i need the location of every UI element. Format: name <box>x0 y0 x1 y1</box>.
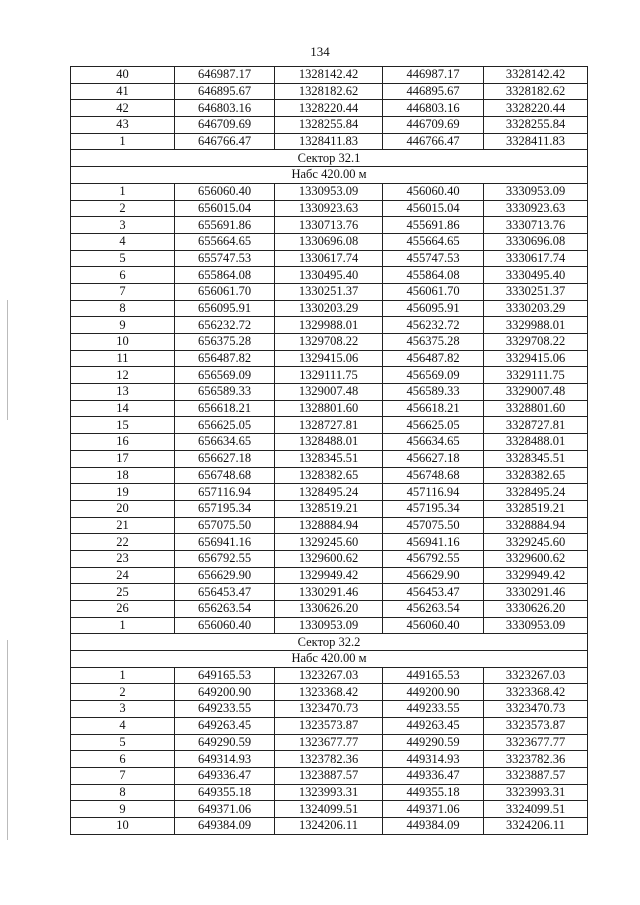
y-coordinate-cell: 1328255.84 <box>275 117 383 134</box>
y-coordinate-cell: 1328220.44 <box>275 100 383 117</box>
point-number-cell: 9 <box>71 317 175 334</box>
scan-edge-line <box>7 300 8 420</box>
x-local-cell: 446803.16 <box>383 100 484 117</box>
table-row <box>71 450 588 467</box>
y-local-cell: 3330696.08 <box>484 233 588 250</box>
point-number-cell: 18 <box>71 467 175 484</box>
x-coordinate-cell: 649384.09 <box>175 817 275 834</box>
x-coordinate-cell: 656263.54 <box>175 601 275 618</box>
y-coordinate-cell: 1328495.24 <box>275 484 383 501</box>
point-number-cell: 6 <box>71 267 175 284</box>
x-coordinate-cell: 656061.70 <box>175 283 275 300</box>
y-coordinate-cell: 1323782.36 <box>275 751 383 768</box>
y-coordinate-cell: 1328801.60 <box>275 400 383 417</box>
table-row <box>71 801 588 818</box>
y-local-cell: 3328519.21 <box>484 500 588 517</box>
x-coordinate-cell: 656634.65 <box>175 434 275 451</box>
y-local-cell: 3328727.81 <box>484 417 588 434</box>
x-local-cell: 449263.45 <box>383 717 484 734</box>
point-number-cell: 6 <box>71 751 175 768</box>
table-row <box>71 367 588 384</box>
y-local-cell: 3323267.03 <box>484 667 588 684</box>
x-coordinate-cell: 656487.82 <box>175 350 275 367</box>
y-local-cell: 3330617.74 <box>484 250 588 267</box>
y-coordinate-cell: 1330291.46 <box>275 584 383 601</box>
y-coordinate-cell: 1328884.94 <box>275 517 383 534</box>
x-coordinate-cell: 656060.40 <box>175 183 275 200</box>
point-number-cell: 1 <box>71 133 175 150</box>
x-local-cell: 446766.47 <box>383 133 484 150</box>
x-coordinate-cell: 657116.94 <box>175 484 275 501</box>
x-local-cell: 449355.18 <box>383 784 484 801</box>
point-number-cell: 5 <box>71 734 175 751</box>
point-number-cell: 3 <box>71 701 175 718</box>
y-coordinate-cell: 1323887.57 <box>275 767 383 784</box>
x-local-cell: 449290.59 <box>383 734 484 751</box>
point-number-cell: 19 <box>71 484 175 501</box>
y-coordinate-cell: 1329600.62 <box>275 550 383 567</box>
y-local-cell: 3329415.06 <box>484 350 588 367</box>
y-local-cell: 3329600.62 <box>484 550 588 567</box>
table-row <box>71 817 588 834</box>
point-number-cell: 12 <box>71 367 175 384</box>
y-local-cell: 3323470.73 <box>484 701 588 718</box>
x-local-cell: 446895.67 <box>383 83 484 100</box>
point-number-cell: 5 <box>71 250 175 267</box>
y-coordinate-cell: 1329949.42 <box>275 567 383 584</box>
y-coordinate-cell: 1324206.11 <box>275 817 383 834</box>
table-row <box>71 617 588 634</box>
x-coordinate-cell: 656941.16 <box>175 534 275 551</box>
x-coordinate-cell: 649233.55 <box>175 701 275 718</box>
y-local-cell: 3324206.11 <box>484 817 588 834</box>
x-coordinate-cell: 656015.04 <box>175 200 275 217</box>
point-number-cell: 10 <box>71 334 175 351</box>
y-local-cell: 3329245.60 <box>484 534 588 551</box>
table-row <box>71 83 588 100</box>
point-number-cell: 2 <box>71 200 175 217</box>
y-local-cell: 3329007.48 <box>484 384 588 401</box>
x-local-cell: 456453.47 <box>383 584 484 601</box>
x-local-cell: 456792.55 <box>383 550 484 567</box>
x-local-cell: 457195.34 <box>383 500 484 517</box>
y-coordinate-cell: 1330953.09 <box>275 617 383 634</box>
point-number-cell: 23 <box>71 550 175 567</box>
point-number-cell: 40 <box>71 67 175 84</box>
point-number-cell: 1 <box>71 667 175 684</box>
x-coordinate-cell: 646766.47 <box>175 133 275 150</box>
table-row <box>71 334 588 351</box>
x-local-cell: 455664.65 <box>383 233 484 250</box>
y-coordinate-cell: 1329111.75 <box>275 367 383 384</box>
scan-edge-line <box>7 640 8 840</box>
y-local-cell: 3324099.51 <box>484 801 588 818</box>
point-number-cell: 10 <box>71 817 175 834</box>
x-coordinate-cell: 656232.72 <box>175 317 275 334</box>
x-coordinate-cell: 655691.86 <box>175 217 275 234</box>
point-number-cell: 1 <box>71 183 175 200</box>
x-coordinate-cell: 656618.21 <box>175 400 275 417</box>
x-coordinate-cell: 656627.18 <box>175 450 275 467</box>
y-local-cell: 3330203.29 <box>484 300 588 317</box>
point-number-cell: 4 <box>71 233 175 250</box>
y-coordinate-cell: 1330713.76 <box>275 217 383 234</box>
x-coordinate-cell: 656625.05 <box>175 417 275 434</box>
y-local-cell: 3329708.22 <box>484 334 588 351</box>
x-local-cell: 449314.93 <box>383 751 484 768</box>
y-coordinate-cell: 1328727.81 <box>275 417 383 434</box>
x-local-cell: 456095.91 <box>383 300 484 317</box>
y-local-cell: 3328488.01 <box>484 434 588 451</box>
table-row <box>71 717 588 734</box>
y-coordinate-cell: 1329988.01 <box>275 317 383 334</box>
y-coordinate-cell: 1330953.09 <box>275 183 383 200</box>
y-local-cell: 3330713.76 <box>484 217 588 234</box>
x-local-cell: 455747.53 <box>383 250 484 267</box>
point-number-cell: 24 <box>71 567 175 584</box>
x-local-cell: 449233.55 <box>383 701 484 718</box>
x-coordinate-cell: 656375.28 <box>175 334 275 351</box>
x-local-cell: 456748.68 <box>383 467 484 484</box>
x-local-cell: 456015.04 <box>383 200 484 217</box>
x-coordinate-cell: 649165.53 <box>175 667 275 684</box>
x-coordinate-cell: 649290.59 <box>175 734 275 751</box>
y-local-cell: 3323993.31 <box>484 784 588 801</box>
point-number-cell: 2 <box>71 684 175 701</box>
y-local-cell: 3330953.09 <box>484 183 588 200</box>
table-row <box>71 100 588 117</box>
point-number-cell: 7 <box>71 767 175 784</box>
point-number-cell: 3 <box>71 217 175 234</box>
table-row <box>71 667 588 684</box>
y-local-cell: 3330251.37 <box>484 283 588 300</box>
coordinates-table-body <box>71 67 588 835</box>
table-row <box>71 67 588 84</box>
x-local-cell: 449384.09 <box>383 817 484 834</box>
y-local-cell: 3328142.42 <box>484 67 588 84</box>
x-coordinate-cell: 649336.47 <box>175 767 275 784</box>
x-local-cell: 456487.82 <box>383 350 484 367</box>
point-number-cell: 21 <box>71 517 175 534</box>
x-local-cell: 456941.16 <box>383 534 484 551</box>
y-coordinate-cell: 1329415.06 <box>275 350 383 367</box>
y-coordinate-cell: 1328182.62 <box>275 83 383 100</box>
x-local-cell: 456263.54 <box>383 601 484 618</box>
x-local-cell: 449371.06 <box>383 801 484 818</box>
section-header-row <box>71 651 588 668</box>
y-coordinate-cell: 1330203.29 <box>275 300 383 317</box>
x-local-cell: 456627.18 <box>383 450 484 467</box>
table-row <box>71 784 588 801</box>
x-coordinate-cell: 646803.16 <box>175 100 275 117</box>
x-local-cell: 456060.40 <box>383 183 484 200</box>
table-row <box>71 350 588 367</box>
x-local-cell: 456589.33 <box>383 384 484 401</box>
table-row <box>71 534 588 551</box>
table-row <box>71 300 588 317</box>
x-coordinate-cell: 655747.53 <box>175 250 275 267</box>
table-row <box>71 283 588 300</box>
x-coordinate-cell: 649314.93 <box>175 751 275 768</box>
y-coordinate-cell: 1330617.74 <box>275 250 383 267</box>
table-row <box>71 233 588 250</box>
y-coordinate-cell: 1329245.60 <box>275 534 383 551</box>
x-local-cell: 456061.70 <box>383 283 484 300</box>
table-row <box>71 317 588 334</box>
x-coordinate-cell: 649371.06 <box>175 801 275 818</box>
y-local-cell: 3328411.83 <box>484 133 588 150</box>
y-local-cell: 3330626.20 <box>484 601 588 618</box>
table-row <box>71 500 588 517</box>
x-coordinate-cell: 646895.67 <box>175 83 275 100</box>
y-coordinate-cell: 1323677.77 <box>275 734 383 751</box>
y-local-cell: 3328495.24 <box>484 484 588 501</box>
y-coordinate-cell: 1329708.22 <box>275 334 383 351</box>
table-row <box>71 434 588 451</box>
point-number-cell: 14 <box>71 400 175 417</box>
x-coordinate-cell: 656589.33 <box>175 384 275 401</box>
x-coordinate-cell: 657195.34 <box>175 500 275 517</box>
point-number-cell: 43 <box>71 117 175 134</box>
y-local-cell: 3328255.84 <box>484 117 588 134</box>
y-coordinate-cell: 1323573.87 <box>275 717 383 734</box>
y-local-cell: 3330495.40 <box>484 267 588 284</box>
table-row <box>71 467 588 484</box>
y-local-cell: 3330291.46 <box>484 584 588 601</box>
point-number-cell: 4 <box>71 717 175 734</box>
y-coordinate-cell: 1324099.51 <box>275 801 383 818</box>
point-number-cell: 16 <box>71 434 175 451</box>
x-coordinate-cell: 646987.17 <box>175 67 275 84</box>
section-header-row <box>71 634 588 651</box>
y-local-cell: 3328345.51 <box>484 450 588 467</box>
x-coordinate-cell: 649200.90 <box>175 684 275 701</box>
table-row <box>71 584 588 601</box>
x-local-cell: 456625.05 <box>383 417 484 434</box>
table-row <box>71 517 588 534</box>
point-number-cell: 7 <box>71 283 175 300</box>
y-coordinate-cell: 1330923.63 <box>275 200 383 217</box>
x-local-cell: 446987.17 <box>383 67 484 84</box>
point-number-cell: 42 <box>71 100 175 117</box>
table-row <box>71 384 588 401</box>
point-number-cell: 13 <box>71 384 175 401</box>
table-row <box>71 417 588 434</box>
point-number-cell: 22 <box>71 534 175 551</box>
y-local-cell: 3328884.94 <box>484 517 588 534</box>
x-local-cell: 457116.94 <box>383 484 484 501</box>
x-local-cell: 449336.47 <box>383 767 484 784</box>
table-row <box>71 550 588 567</box>
point-number-cell: 25 <box>71 584 175 601</box>
section-altitude: Набс 420.00 м <box>71 167 588 184</box>
table-row <box>71 133 588 150</box>
section-header-row <box>71 167 588 184</box>
point-number-cell: 15 <box>71 417 175 434</box>
y-coordinate-cell: 1328488.01 <box>275 434 383 451</box>
section-header-row <box>71 150 588 167</box>
point-number-cell: 26 <box>71 601 175 618</box>
y-local-cell: 3323677.77 <box>484 734 588 751</box>
table-row <box>71 183 588 200</box>
table-row <box>71 734 588 751</box>
y-coordinate-cell: 1328411.83 <box>275 133 383 150</box>
y-local-cell: 3328382.65 <box>484 467 588 484</box>
x-coordinate-cell: 646709.69 <box>175 117 275 134</box>
y-local-cell: 3329111.75 <box>484 367 588 384</box>
x-local-cell: 456629.90 <box>383 567 484 584</box>
point-number-cell: 9 <box>71 801 175 818</box>
y-coordinate-cell: 1330251.37 <box>275 283 383 300</box>
x-coordinate-cell: 656792.55 <box>175 550 275 567</box>
x-coordinate-cell: 656060.40 <box>175 617 275 634</box>
y-local-cell: 3323368.42 <box>484 684 588 701</box>
table-row <box>71 200 588 217</box>
x-coordinate-cell: 656453.47 <box>175 584 275 601</box>
section-title: Сектор 32.1 <box>71 150 588 167</box>
x-local-cell: 449165.53 <box>383 667 484 684</box>
table-row <box>71 484 588 501</box>
x-local-cell: 456375.28 <box>383 334 484 351</box>
y-local-cell: 3323782.36 <box>484 751 588 768</box>
y-coordinate-cell: 1328142.42 <box>275 67 383 84</box>
y-coordinate-cell: 1328345.51 <box>275 450 383 467</box>
point-number-cell: 8 <box>71 784 175 801</box>
table-row <box>71 751 588 768</box>
table-row <box>71 601 588 618</box>
point-number-cell: 41 <box>71 83 175 100</box>
table-row <box>71 217 588 234</box>
x-local-cell: 456569.09 <box>383 367 484 384</box>
y-local-cell: 3329988.01 <box>484 317 588 334</box>
coordinates-table <box>70 66 588 835</box>
x-local-cell: 455864.08 <box>383 267 484 284</box>
y-coordinate-cell: 1323368.42 <box>275 684 383 701</box>
table-row <box>71 267 588 284</box>
x-coordinate-cell: 656748.68 <box>175 467 275 484</box>
x-coordinate-cell: 655864.08 <box>175 267 275 284</box>
x-local-cell: 455691.86 <box>383 217 484 234</box>
x-coordinate-cell: 649263.45 <box>175 717 275 734</box>
y-coordinate-cell: 1330626.20 <box>275 601 383 618</box>
table-row <box>71 117 588 134</box>
y-coordinate-cell: 1328382.65 <box>275 467 383 484</box>
point-number-cell: 11 <box>71 350 175 367</box>
x-local-cell: 456634.65 <box>383 434 484 451</box>
x-coordinate-cell: 656095.91 <box>175 300 275 317</box>
x-coordinate-cell: 656569.09 <box>175 367 275 384</box>
y-coordinate-cell: 1323993.31 <box>275 784 383 801</box>
table-row <box>71 701 588 718</box>
x-local-cell: 457075.50 <box>383 517 484 534</box>
y-coordinate-cell: 1330495.40 <box>275 267 383 284</box>
x-local-cell: 446709.69 <box>383 117 484 134</box>
section-altitude: Набс 420.00 м <box>71 651 588 668</box>
table-row <box>71 400 588 417</box>
y-coordinate-cell: 1323470.73 <box>275 701 383 718</box>
point-number-cell: 8 <box>71 300 175 317</box>
x-local-cell: 449200.90 <box>383 684 484 701</box>
table-row <box>71 767 588 784</box>
x-coordinate-cell: 649355.18 <box>175 784 275 801</box>
y-local-cell: 3329949.42 <box>484 567 588 584</box>
x-local-cell: 456060.40 <box>383 617 484 634</box>
point-number-cell: 20 <box>71 500 175 517</box>
y-coordinate-cell: 1329007.48 <box>275 384 383 401</box>
y-local-cell: 3328220.44 <box>484 100 588 117</box>
x-local-cell: 456232.72 <box>383 317 484 334</box>
point-number-cell: 17 <box>71 450 175 467</box>
y-local-cell: 3323887.57 <box>484 767 588 784</box>
y-local-cell: 3328801.60 <box>484 400 588 417</box>
table-row <box>71 567 588 584</box>
x-coordinate-cell: 657075.50 <box>175 517 275 534</box>
y-local-cell: 3330953.09 <box>484 617 588 634</box>
x-coordinate-cell: 655664.65 <box>175 233 275 250</box>
x-coordinate-cell: 656629.90 <box>175 567 275 584</box>
section-title: Сектор 32.2 <box>71 634 588 651</box>
point-number-cell: 1 <box>71 617 175 634</box>
y-coordinate-cell: 1330696.08 <box>275 233 383 250</box>
table-row <box>71 684 588 701</box>
y-local-cell: 3328182.62 <box>484 83 588 100</box>
table-row <box>71 250 588 267</box>
y-local-cell: 3323573.87 <box>484 717 588 734</box>
y-local-cell: 3330923.63 <box>484 200 588 217</box>
y-coordinate-cell: 1328519.21 <box>275 500 383 517</box>
page-number: 134 <box>310 44 330 59</box>
y-coordinate-cell: 1323267.03 <box>275 667 383 684</box>
x-local-cell: 456618.21 <box>383 400 484 417</box>
